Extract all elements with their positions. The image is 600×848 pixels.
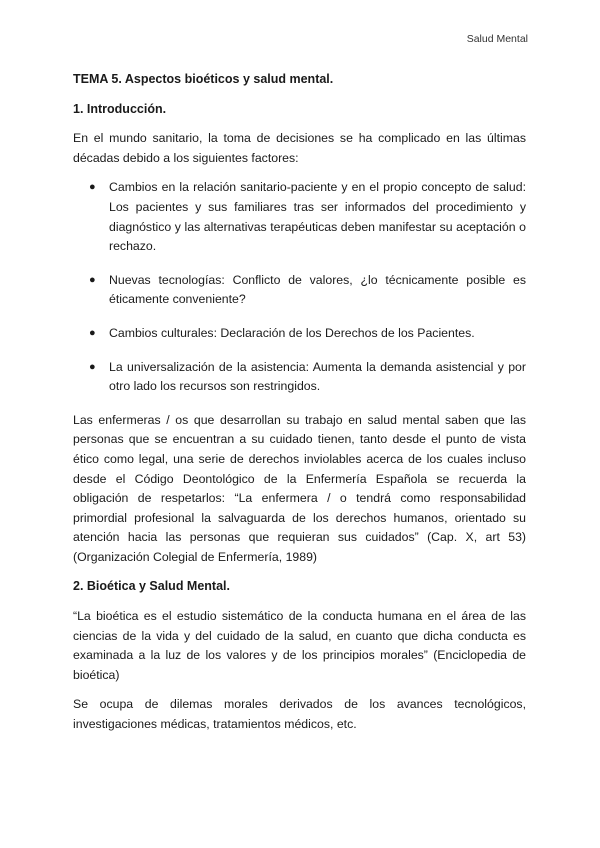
list-item (73, 178, 526, 256)
document-body (73, 70, 526, 745)
bullet-icon: ● (89, 273, 96, 286)
bullet-icon: ● (89, 360, 96, 373)
section-heading-introduccion: 1. Introducción. (73, 101, 167, 116)
list-item-text: La universalización de la asistencia: Aumenta la demanda asistencial y por otro lado los recursos son restringidos. (109, 359, 526, 394)
intro-paragraph: En el mundo sanitario, la toma de decisiones se ha complicado en las últimas décadas debido a los siguientes factores: (73, 131, 526, 165)
bioethics-definition-quote: “La bioética es el estudio sistemático de la conducta humana en el área de las ciencias de la vida y del cuidado de la salud, en cuanto que dicha conducta es examinada a la luz de los valores y de los principios morales” (Enciclopedia de bioética) (73, 609, 526, 682)
list-item (73, 324, 526, 344)
bioethics-scope-paragraph: Se ocupa de dilemas morales derivados de los avances tecnológicos, investigaciones médicas, tratamientos médicos, etc. (73, 697, 526, 732)
bullet-icon: ● (89, 326, 96, 339)
list-item-text: Cambios culturales: Declaración de los Derechos de los Pacientes. (109, 325, 475, 340)
running-header: Salud Mental (466, 33, 528, 45)
section-heading-bioetica: 2. Bioética y Salud Mental. (73, 579, 230, 594)
document-title: TEMA 5. Aspectos bioéticos y salud mental. (73, 72, 334, 86)
list-item (73, 358, 526, 397)
nurses-rights-paragraph: Las enfermeras / os que desarrollan su trabajo en salud mental saben que las personas que se encuentran a su cuidado tienen, tanto desde el punto de vista ético como legal, una serie de derechos inviolables acerca de los cuales incluso desde el Código Deontológico de la Enfermería Española se recuerda la obligación de respetarlos: “La enfermera / o tendrá como responsabilidad primordial profesional la salvaguarda de los derechos humanos, orientado su atención hacia las personas que requieran sus cuidados” (Cap. X, art 53) (Organización Colegial de Enfermería, 1989) (73, 412, 526, 564)
list-item (73, 271, 526, 310)
list-item-text: Cambios en la relación sanitario-paciente y en el propio concepto de salud: Los pacientes y sus familiares tras ser informados del procedimiento y diagnóstico y las alternativas terapéuticas deben manifestar su aceptación o rechazo. (109, 180, 526, 254)
list-item-text: Nuevas tecnologías: Conflicto de valores, ¿lo técnicamente posible es éticamente conveniente? (109, 272, 526, 307)
factors-list (73, 178, 526, 396)
bullet-icon: ● (89, 181, 96, 194)
